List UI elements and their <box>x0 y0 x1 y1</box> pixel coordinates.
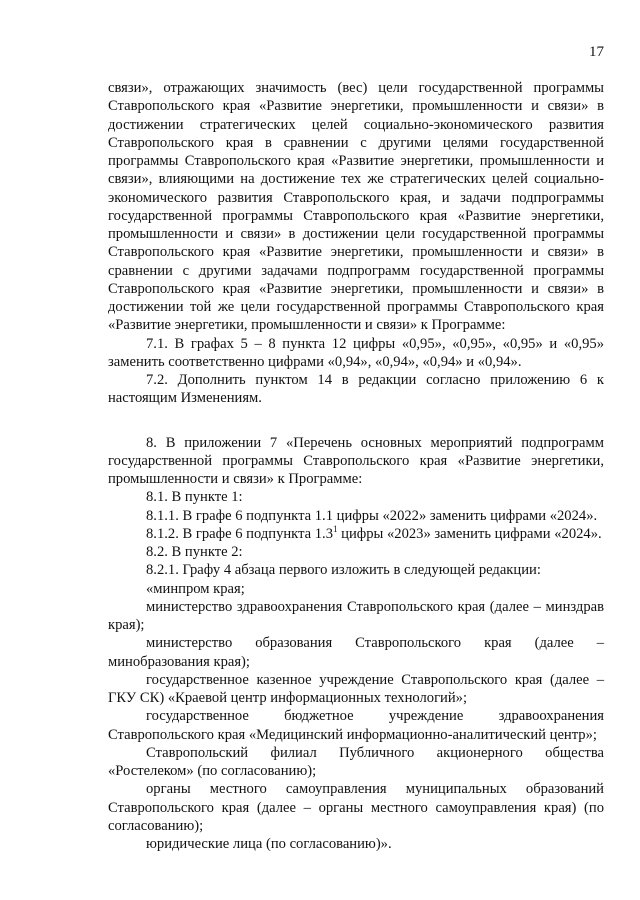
list-entry: «минпром края; <box>146 580 245 597</box>
list-entry: министерство здравоохранения Ставропольского края (далее – минздрав края); <box>108 598 604 633</box>
paragraph: 8.2.1. Графу 4 абзаца первого изложить в следующей редакции: <box>146 562 541 579</box>
paragraph-text-after: цифры «2023» заменить цифрами «2024». <box>337 525 602 542</box>
paragraph-text-before: 8.1.2. В графе 6 подпункта 1.3 <box>146 525 334 542</box>
list-entry: органы местного самоуправления муниципальных образований Ставропольского края (далее – органы местного самоуправления края) (по согласованию); <box>108 781 604 834</box>
paragraph: 7.1. В графах 5 – 8 пункта 12 цифры «0,95», «0,95», «0,95» и «0,95» заменить соответственно цифрами «0,94», «0,94», «0,94» и «0,94». <box>108 335 604 370</box>
superscript-index: 1 <box>333 523 338 534</box>
list-entry: государственное бюджетное учреждение здравоохранения Ставропольского края «Медицинский информационно-аналитический центр»; <box>108 708 604 743</box>
document-body <box>108 79 604 853</box>
paragraph: 8.2. В пункте 2: <box>146 544 243 560</box>
paragraph: 8.1.1. В графе 6 подпункта 1.1 цифры «2022» заменить цифрами «2024». <box>146 507 598 524</box>
paragraph: 7.2. Дополнить пунктом 14 в редакции согласно приложению 6 к настоящим Изменениям. <box>108 372 604 407</box>
page-number: 17 <box>589 44 604 60</box>
list-entry: Ставропольский филиал Публичного акционерного общества «Ростелеком» (по согласованию); <box>108 744 604 779</box>
list-entry: государственное казенное учреждение Ставропольского края (далее – ГКУ СК) «Краевой центр информационных технологий»; <box>108 671 604 706</box>
paragraph-with-superscript <box>108 525 604 543</box>
paragraph: связи», отражающих значимость (вес) цели государственной программы Ставропольского края «Развитие энергетики, промышленности и связи» в достижении стратегических целей социально-экономического развития Ставропольского края в сравнении с другими целями государственной программы Ставропольского края «Развитие энергетики, промышленности и связи», влияющими на достижение тех же стратегических целей социально-экономического развития Ставропольского края, и задачи подпрограммы государственной программы Ставропольского края «Развитие энергетики, промышленности и связи» в достижении цели государственной программы Ставропольского края «Развитие энергетики, промышленности и связи» в сравнении с другими задачами подпрограмм государственной программы Ставропольского края «Развитие энергетики, промышленности и связи» в достижении той же цели государственной программы Ставропольского края «Развитие энергетики, промышленности и связи» к Программе: <box>108 80 604 334</box>
paragraph: 8.1. В пункте 1: <box>146 489 243 506</box>
paragraph: 8. В приложении 7 «Перечень основных мероприятий подпрограмм государственной программы Ставропольского края «Развитие энергетики, промышленности и связи» к Программе: <box>108 434 604 487</box>
list-entry: министерство образования Ставропольского края (далее – минобразования края); <box>108 635 604 670</box>
list-entry: юридические лица (по согласованию)». <box>146 836 392 852</box>
